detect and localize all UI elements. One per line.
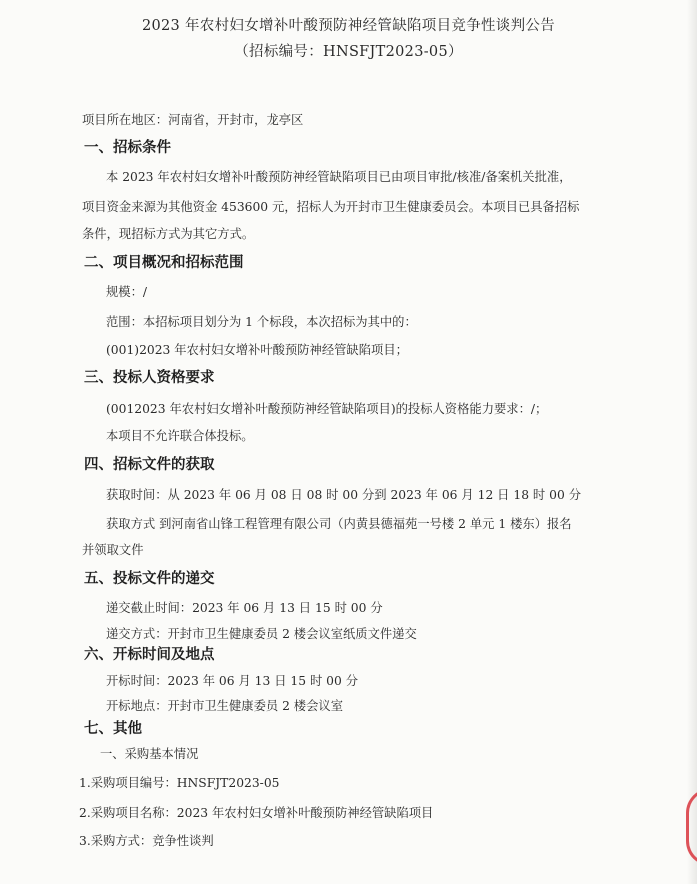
section-heading-qualification: 三、投标人资格要求 xyxy=(84,370,215,386)
opening-place: 开标地点：开封市卫生健康委员 2 楼会议室 xyxy=(106,699,343,713)
section-heading-opening: 六、开标时间及地点 xyxy=(84,647,215,663)
procurement-item-number: 1.采购项目编号：HNSFJT2023-05 xyxy=(79,776,280,790)
project-scope: 范围：本招标项目划分为 1 个标段，本次招标为其中的： xyxy=(106,315,417,329)
section-heading-submission: 五、投标文件的递交 xyxy=(84,571,215,587)
project-lot: (001)2023 年农村妇女增补叶酸预防神经管缺陷项目； xyxy=(106,343,408,357)
submission-method: 递交方式：开封市卫生健康委员 2 楼会议室纸质文件递交 xyxy=(106,627,417,641)
project-region: 项目所在地区：河南省，开封市，龙亭区 xyxy=(82,113,304,127)
qualification-requirement: (0012023 年农村妇女增补叶酸预防神经管缺陷项目)的投标人资格能力要求：/； xyxy=(106,402,548,416)
procurement-method: 3.采购方式：竞争性谈判 xyxy=(79,834,214,848)
page-edge-shadow xyxy=(687,0,697,884)
procurement-basic-info-heading: 一、采购基本情况 xyxy=(100,747,199,761)
document-title: 2023 年农村妇女增补叶酸预防神经管缺陷项目竞争性谈判公告 xyxy=(141,18,555,34)
joint-bid-rule: 本项目不允许联合体投标。 xyxy=(106,429,254,443)
conditions-line-2: 项目资金来源为其他资金 453600 元，招标人为开封市卫生健康委员会。本项目已具备招标 xyxy=(82,200,580,214)
conditions-line-3: 条件，现招标方式为其它方式。 xyxy=(82,227,255,241)
section-heading-documents: 四、招标文件的获取 xyxy=(84,457,215,473)
section-heading-other: 七、其他 xyxy=(84,721,142,737)
project-scale: 规模：/ xyxy=(106,285,148,299)
section-heading-conditions: 一、招标条件 xyxy=(84,140,171,156)
procurement-item-name: 2.采购项目名称：2023 年农村妇女增补叶酸预防神经管缺陷项目 xyxy=(79,806,434,820)
conditions-line-1: 本 2023 年农村妇女增补叶酸预防神经管缺陷项目已由项目审批/核准/备案机关批准， xyxy=(106,170,572,184)
tender-number: （招标编号：HNSFJT2023-05） xyxy=(234,44,463,60)
document-acquisition-time: 获取时间：从 2023 年 06 月 08 日 08 时 00 分到 2023 年 06 月 12 日 18 时 00 分 xyxy=(106,488,581,502)
submission-deadline: 递交截止时间：2023 年 06 月 13 日 15 时 00 分 xyxy=(106,601,383,615)
document-acquisition-method-cont: 并领取文件 xyxy=(82,543,144,557)
section-heading-overview: 二、项目概况和招标范围 xyxy=(84,255,244,271)
opening-time: 开标时间：2023 年 06 月 13 日 15 时 00 分 xyxy=(106,674,359,688)
document-acquisition-method: 获取方式 到河南省山锋工程管理有限公司（内黄县德福苑一号楼 2 单元 1 楼东）报名 xyxy=(106,517,572,531)
